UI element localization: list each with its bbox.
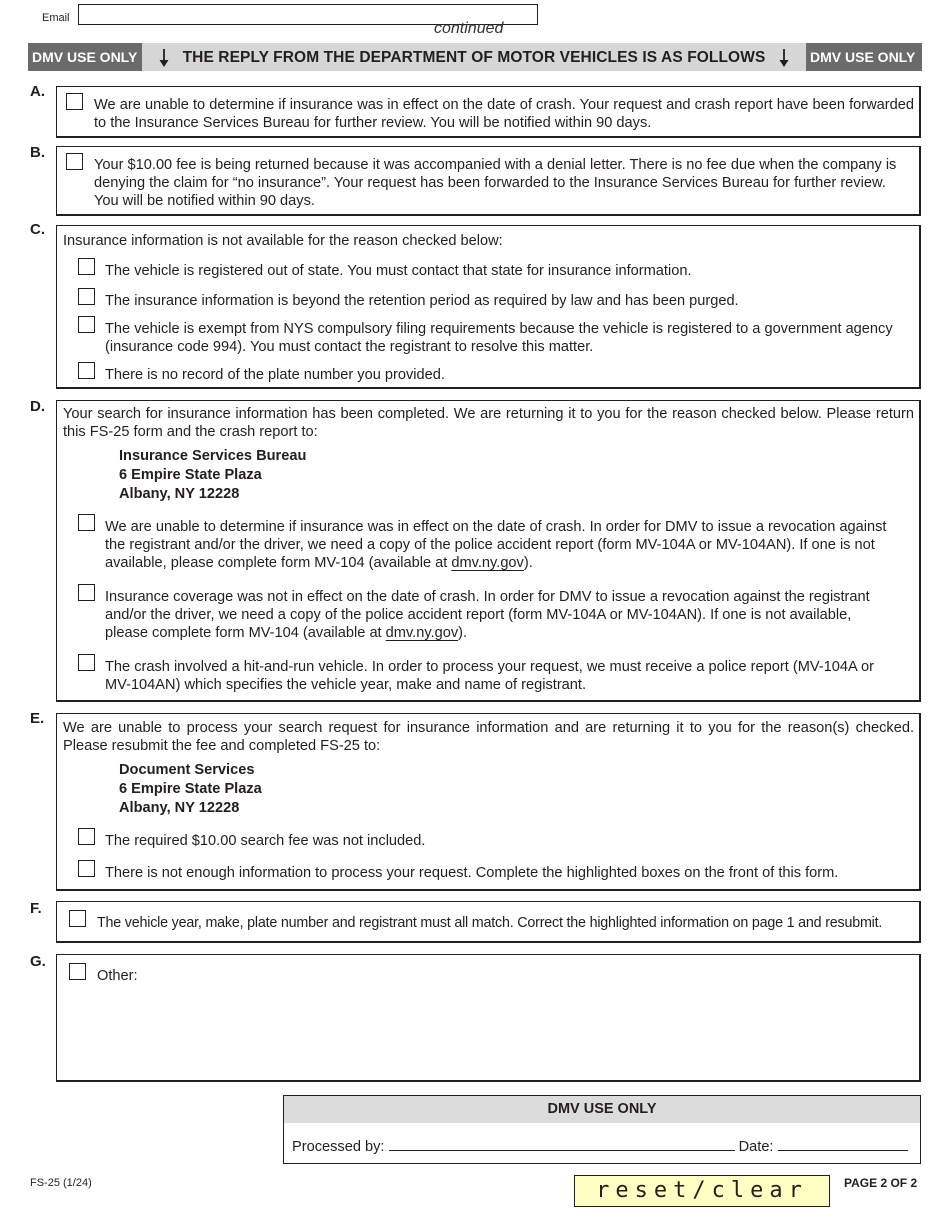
section-e-address (119, 761, 262, 818)
section-d-option-3: The crash involved a hit-and-run vehicle. In order to process your request, we must receive a police report (MV-104A or MV-104AN) which specifies the vehicle year, make and name of registrant. (105, 659, 874, 693)
section-d-option-2-checkbox[interactable] (78, 584, 95, 601)
section-c-option-2-checkbox[interactable] (78, 288, 95, 305)
address-line: Insurance Services Bureau (119, 448, 307, 464)
section-c-option-1: The vehicle is registered out of state. You must contact that state for insurance information. (105, 263, 692, 279)
section-a-letter: A. (30, 83, 45, 100)
section-e-letter: E. (30, 710, 45, 727)
section-e-option-1: The required $10.00 search fee was not included. (105, 833, 426, 849)
section-a-checkbox[interactable] (66, 93, 83, 110)
banner-title-text: THE REPLY FROM THE DEPARTMENT OF MOTOR VEHICLES IS AS FOLLOWS (182, 49, 766, 66)
section-e-intro: We are unable to process your search request for insurance information and are returning it to you for the reason(s) checked. Please resubmit the fee and completed FS-25 to: (63, 720, 914, 754)
address-line: Document Services (119, 762, 255, 778)
address-line: Albany, NY 12228 (119, 800, 240, 816)
section-a-text: We are unable to determine if insurance was in effect on the date of crash. Your request and crash report have been forwarded to the Insurance Services Bureau for further review. You will be notified within 90 days. (94, 97, 914, 131)
section-e-option-1-checkbox[interactable] (78, 828, 95, 845)
section-d-option-2 (105, 588, 890, 642)
date-field[interactable] (778, 1137, 908, 1151)
section-d-letter: D. (30, 398, 45, 415)
dmv-use-only-box (283, 1095, 921, 1164)
reply-banner (28, 43, 922, 71)
section-d-option-2-text: Insurance coverage was not in effect on the date of crash. In order for DMV to issue a revocation against the registrant and/or the driver, we need a copy of the police accident report (form MV-104A or MV-104AN). If one is not available, please complete form MV-104 (available at (105, 589, 870, 641)
form-id: FS-25 (1/24) (30, 1177, 92, 1189)
section-c-letter: C. (30, 221, 45, 238)
section-b-box (56, 146, 921, 216)
section-f-text: The vehicle year, make, plate number and registrant must all match. Correct the highlighted information on page 1 and resubmit. (97, 915, 883, 931)
section-b-checkbox[interactable] (66, 153, 83, 170)
section-e-box (56, 713, 921, 891)
processed-row (292, 1137, 908, 1155)
address-line: 6 Empire State Plaza (119, 467, 262, 483)
dmv-use-only-title: DMV USE ONLY (284, 1096, 920, 1123)
dmv-use-only-right: DMV USE ONLY (806, 43, 922, 71)
section-d-option-1-text: We are unable to determine if insurance was in effect on the date of crash. In order for DMV to issue a revocation against the registrant and/or the driver, we need a copy of the police accident report (form MV-104A or MV-104AN). If one is not available, please complete form MV-104 (available at (105, 519, 887, 571)
section-e-option-2-checkbox[interactable] (78, 860, 95, 877)
address-line: 6 Empire State Plaza (119, 781, 262, 797)
dmv-use-only-left: DMV USE ONLY (28, 43, 142, 71)
section-c-option-2: The insurance information is beyond the retention period as required by law and has been purged. (105, 293, 739, 309)
section-f-box (56, 901, 921, 943)
address-line: Albany, NY 12228 (119, 486, 240, 502)
section-c-option-3: The vehicle is exempt from NYS compulsory filing requirements because the vehicle is registered to a government agency (insurance code 994). You must contact the registrant to resolve this matter. (105, 321, 893, 355)
section-g-letter: G. (30, 953, 46, 970)
continued-label: continued (434, 20, 504, 37)
section-c-box (56, 225, 921, 389)
processed-by-field[interactable] (389, 1137, 735, 1151)
banner-title (142, 43, 806, 71)
section-c-option-3-checkbox[interactable] (78, 316, 95, 333)
section-c-option-4-checkbox[interactable] (78, 362, 95, 379)
section-c-option-4: There is no record of the plate number you provided. (105, 367, 445, 383)
section-d-intro: Your search for insurance information has been completed. We are returning it to you for the reason checked below. Please return this FS-25 form and the crash report to: (63, 406, 914, 440)
section-f-letter: F. (30, 900, 42, 917)
section-g-box (56, 954, 921, 1082)
section-g-text: Other: (97, 968, 138, 984)
section-g-checkbox[interactable] (69, 963, 86, 980)
section-d-option-1-checkbox[interactable] (78, 514, 95, 531)
page-number: PAGE 2 OF 2 (844, 1176, 918, 1190)
date-label: Date: (738, 1139, 774, 1155)
section-c-option-1-checkbox[interactable] (78, 258, 95, 275)
closing-paren: ). (458, 625, 468, 641)
arrow-down-icon (779, 49, 789, 67)
section-b-text: Your $10.00 fee is being returned because it was accompanied with a denial letter. There is no fee due when the company is denying the claim for “no insurance”. Your request has been forwarded to the Insurance Services Bureau for further review. You will be notified within 90 days. (94, 157, 897, 209)
closing-paren: ). (523, 555, 533, 571)
section-b-letter: B. (30, 144, 45, 161)
email-label: Email (42, 12, 70, 24)
section-d-box (56, 400, 921, 702)
processed-by-label: Processed by: (292, 1139, 385, 1155)
section-e-option-2: There is not enough information to process your request. Complete the highlighted boxes on the front of this form. (105, 865, 839, 881)
reset-clear-button[interactable]: reset/clear (574, 1175, 830, 1207)
dmv-website-link[interactable]: dmv.ny.gov (385, 625, 459, 641)
dmv-website-link[interactable]: dmv.ny.gov (451, 555, 524, 571)
section-c-intro: Insurance information is not available for the reason checked below: (63, 233, 503, 249)
section-f-checkbox[interactable] (69, 910, 86, 927)
section-a-box (56, 86, 921, 138)
section-d-option-3-checkbox[interactable] (78, 654, 95, 671)
section-d-address (119, 447, 306, 504)
arrow-down-icon (159, 49, 169, 67)
section-d-option-1 (105, 518, 905, 572)
